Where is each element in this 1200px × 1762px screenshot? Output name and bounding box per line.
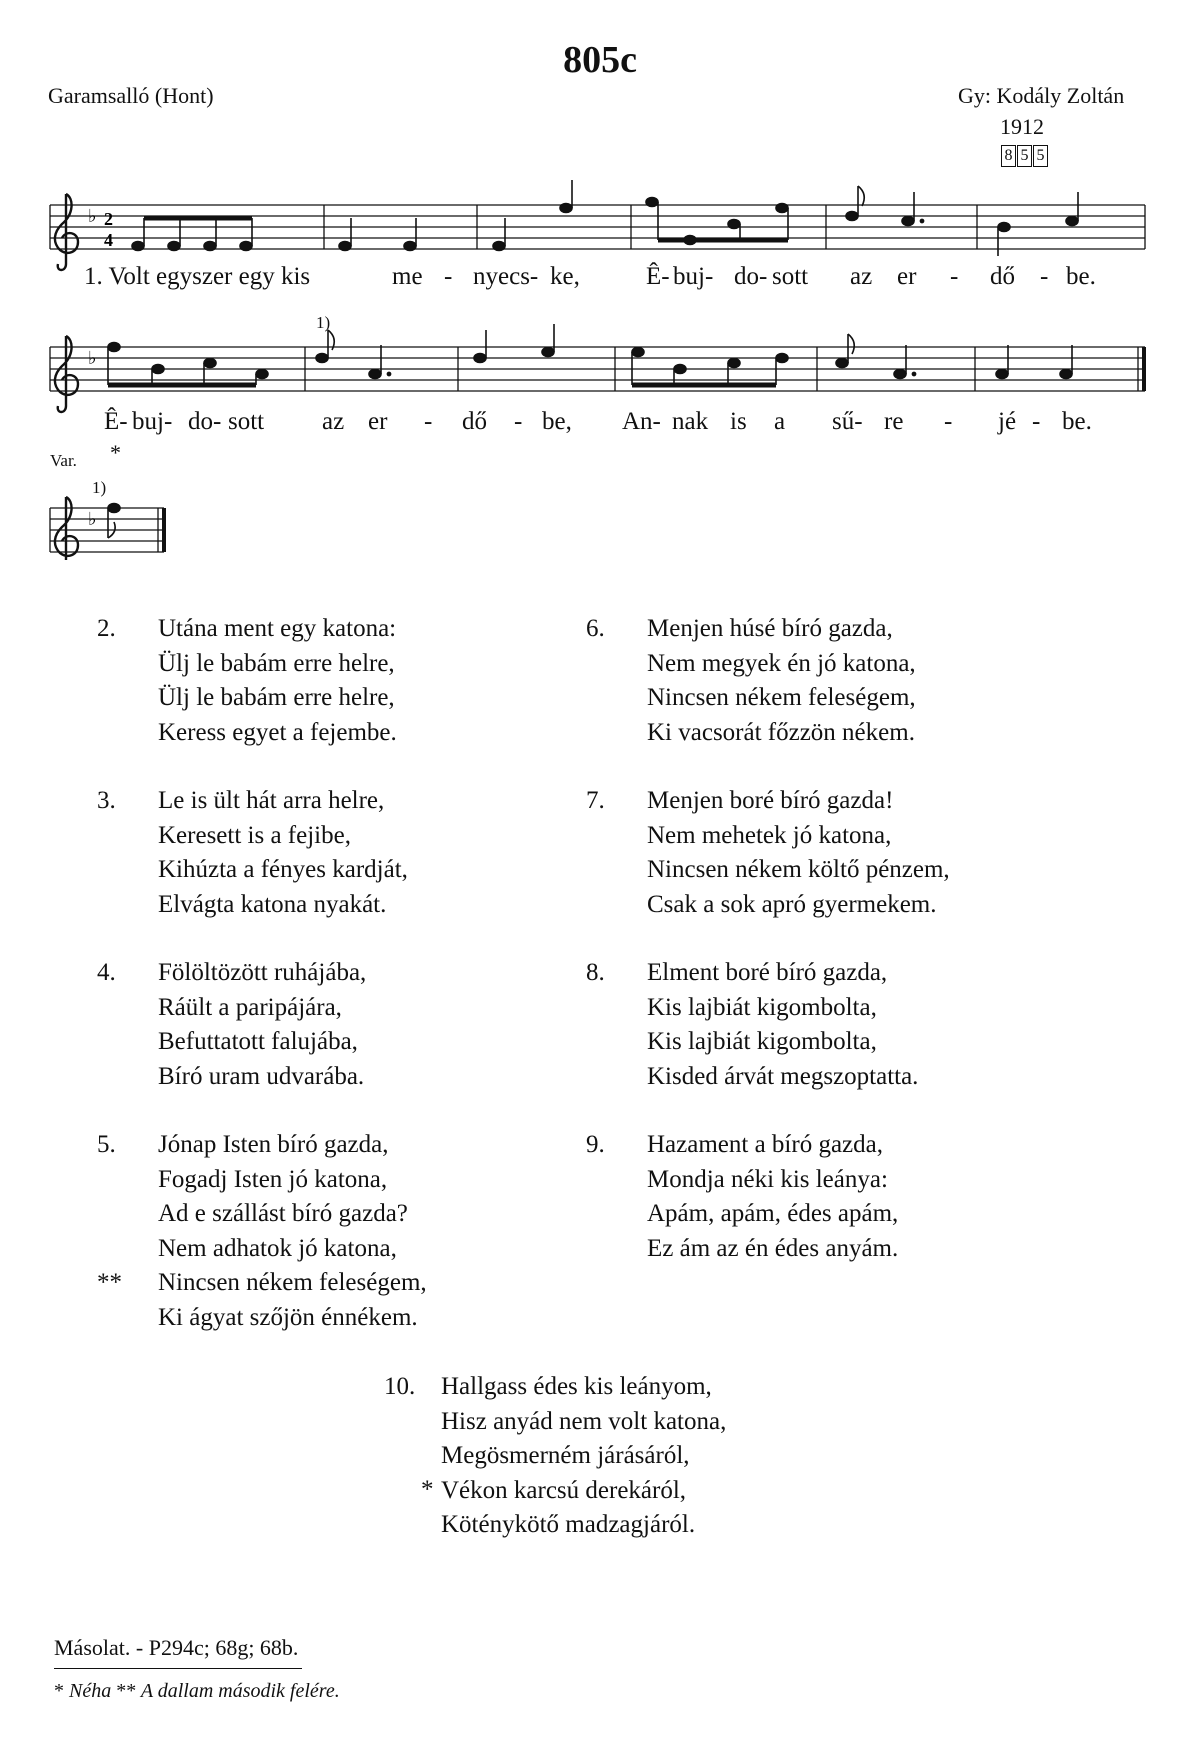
lyric-syllable: - [1032, 408, 1041, 435]
verse-line: Ki ágyat szőjön énnékem. [158, 1303, 418, 1331]
verse-line: Hazament a bíró gazda, [647, 1131, 883, 1158]
verse-line: Kisded árvát megszoptatta. [647, 1062, 919, 1090]
verse-number: 9. [586, 1131, 605, 1158]
verse-9 [586, 1128, 1086, 1266]
footnote-star-2: ** [116, 1680, 137, 1702]
verse-line: Ülj le babám erre helre, [158, 684, 395, 711]
footnote-star-1: * [54, 1680, 64, 1702]
verse-line: Fogadj Isten jó katona, [158, 1165, 388, 1193]
verse-line: Elment boré bíró gazda, [647, 959, 888, 986]
verse-line: Bíró uram udvarába. [158, 1062, 365, 1090]
source-note: Másolat. - P294c; 68g; 68b. [54, 1635, 299, 1660]
lyric-syllable: buj- [132, 408, 173, 435]
verse-line: Ülj le babám erre helre, [158, 649, 395, 677]
place-label: Garamsalló (Hont) [48, 83, 214, 108]
verse-7 [586, 784, 1086, 922]
verse-line: Vékon karcsú derekáról, [441, 1476, 687, 1504]
lyric-syllable: ke, [550, 263, 580, 290]
verse-number: 4. [97, 959, 116, 986]
lyric-syllable: be. [1066, 263, 1096, 290]
verse-mark: * [421, 1476, 434, 1503]
verse-line: Hisz anyád nem volt katona, [441, 1407, 727, 1435]
verse-line: Jónap Isten bíró gazda, [158, 1131, 389, 1158]
verse-line: Elvágta katona nyakát. [158, 890, 387, 918]
lyric-syllable: a [774, 408, 786, 435]
variant-marker-2: 1) [92, 478, 107, 497]
lyric-syllable: me [392, 263, 423, 290]
code-box: 5 [1033, 145, 1048, 167]
verse-mark: ** [97, 1269, 122, 1296]
verse-line: Nincsen nékem költő pénzem, [647, 856, 950, 883]
verse-line: Fölöltözött ruhájába, [158, 959, 367, 986]
treble-clef-icon [55, 497, 78, 560]
verse-line: Keresett is a fejibe, [158, 821, 351, 849]
page-title: 805c [563, 39, 637, 81]
verse-line: Befuttatott falujába, [158, 1028, 358, 1055]
lyric-syllable: 1. Volt egyszer egy kis [84, 263, 311, 290]
verse-line: Keress egyet a fejembe. [158, 718, 397, 746]
time-sig-top: 2 [104, 209, 113, 229]
verse-line: Apám, apám, édes apám, [647, 1200, 899, 1227]
lyric-syllable: re [884, 408, 904, 435]
lyric-syllable: do- [188, 408, 222, 435]
collector-label: Gy: Kodály Zoltán [958, 83, 1125, 108]
lyric-syllable: - [514, 408, 523, 435]
verse-line: Le is ült hát arra helre, [158, 787, 385, 814]
footnote-text-1: Néha [69, 1680, 112, 1702]
lyric-syllable: Ê- [646, 263, 670, 290]
lyric-syllable: is [730, 408, 747, 435]
variant-star: * [110, 440, 121, 465]
lyric-syllable: jé [998, 408, 1017, 435]
verse-line: Nem mehetek jó katona, [647, 821, 892, 849]
footnote-divider [54, 1668, 302, 1669]
verse-line: Kis lajbiát kigombolta, [647, 1028, 877, 1055]
verse-number: 6. [586, 615, 605, 642]
lyric-syllable: er [897, 263, 917, 290]
lyric-syllable: Ê- [104, 408, 128, 435]
verse-line: Hallgass édes kis leányom, [441, 1373, 712, 1400]
verse-4 [97, 956, 537, 1094]
verse-number: 5. [97, 1131, 116, 1158]
lyric-syllable: - [424, 408, 433, 435]
verse-line: Nincsen nékem feleségem, [647, 684, 916, 711]
lyric-syllable: - [1040, 263, 1049, 290]
code-box: 8 [1001, 145, 1016, 167]
lyric-syllable: - [950, 263, 959, 290]
flat-icon: ♭ [88, 348, 97, 368]
lyric-syllable: nyecs- [473, 263, 539, 290]
lyric-syllable: - [444, 263, 453, 290]
verse-3 [97, 784, 537, 922]
verse-line: Menjen boré bíró gazda! [647, 787, 894, 814]
lyric-syllable: az [322, 408, 345, 435]
lyric-syllable: buj- [673, 263, 714, 290]
verse-10 [384, 1370, 904, 1543]
verse-line: Ez ám az én édes anyám. [647, 1234, 899, 1262]
lyric-syllable: nak [672, 408, 709, 435]
verse-line: Nincsen nékem feleségem, [158, 1269, 427, 1296]
verse-line: Köténykötő madzagjáról. [441, 1511, 696, 1538]
verse-number: 2. [97, 615, 116, 642]
lyric-syllable: be. [1062, 408, 1092, 435]
code-box: 5 [1017, 145, 1032, 167]
notes-system-2 [108, 324, 1072, 385]
lyric-syllable: er [368, 408, 388, 435]
verse-5 [97, 1128, 557, 1335]
verse-line: Nem adhatok jó katona, [158, 1234, 397, 1262]
lyric-syllable: be, [542, 408, 572, 435]
verse-line: Ki vacsorát főzzön nékem. [647, 718, 915, 746]
year-label: 1912 [1000, 114, 1044, 139]
verse-line: Mondja néki kis leánya: [647, 1165, 888, 1193]
variant-label: Var. [50, 451, 77, 470]
lyric-syllable: az [850, 263, 873, 290]
verse-line: Ad e szállást bíró gazda? [158, 1200, 408, 1227]
verse-line: Kis lajbiát kigombolta, [647, 993, 877, 1021]
verse-line: Csak a sok apró gyermekem. [647, 890, 937, 918]
verse-line: Ráült a paripájára, [158, 993, 342, 1021]
verse-2 [97, 612, 537, 750]
variant-marker: 1) [316, 313, 331, 332]
footnote-text-2: A dallam második felére. [140, 1680, 340, 1702]
lyric-syllable: sott [772, 263, 809, 290]
verse-8 [586, 956, 1086, 1094]
verse-line: Megösmerném járásáról, [441, 1442, 690, 1469]
verse-number: 3. [97, 787, 116, 814]
verse-line: Menjen húsé bíró gazda, [647, 615, 893, 642]
lyric-syllable: - [944, 408, 953, 435]
lyric-syllable: sott [228, 408, 265, 435]
notes-system-1 [132, 180, 1078, 256]
lyric-syllable: dő [462, 408, 487, 435]
verse-line: Nem megyek én jó katona, [647, 649, 916, 677]
lyric-syllable: dő [990, 263, 1015, 290]
notes-variant [108, 504, 120, 539]
verse-number: 7. [586, 787, 605, 814]
verse-number: 10. [384, 1373, 416, 1400]
lyric-syllable: do- [734, 263, 768, 290]
time-sig-bottom: 4 [104, 230, 113, 250]
flat-icon: ♭ [88, 509, 97, 529]
verse-line: Kihúzta a fényes kardját, [158, 856, 408, 883]
verse-number: 8. [586, 959, 605, 986]
verse-6 [586, 612, 1086, 750]
flat-icon: ♭ [88, 206, 97, 226]
footnote [54, 1680, 340, 1703]
verse-line: Utána ment egy katona: [158, 615, 397, 642]
lyric-syllable: An- [622, 408, 661, 435]
lyric-syllable: sű- [832, 408, 863, 435]
